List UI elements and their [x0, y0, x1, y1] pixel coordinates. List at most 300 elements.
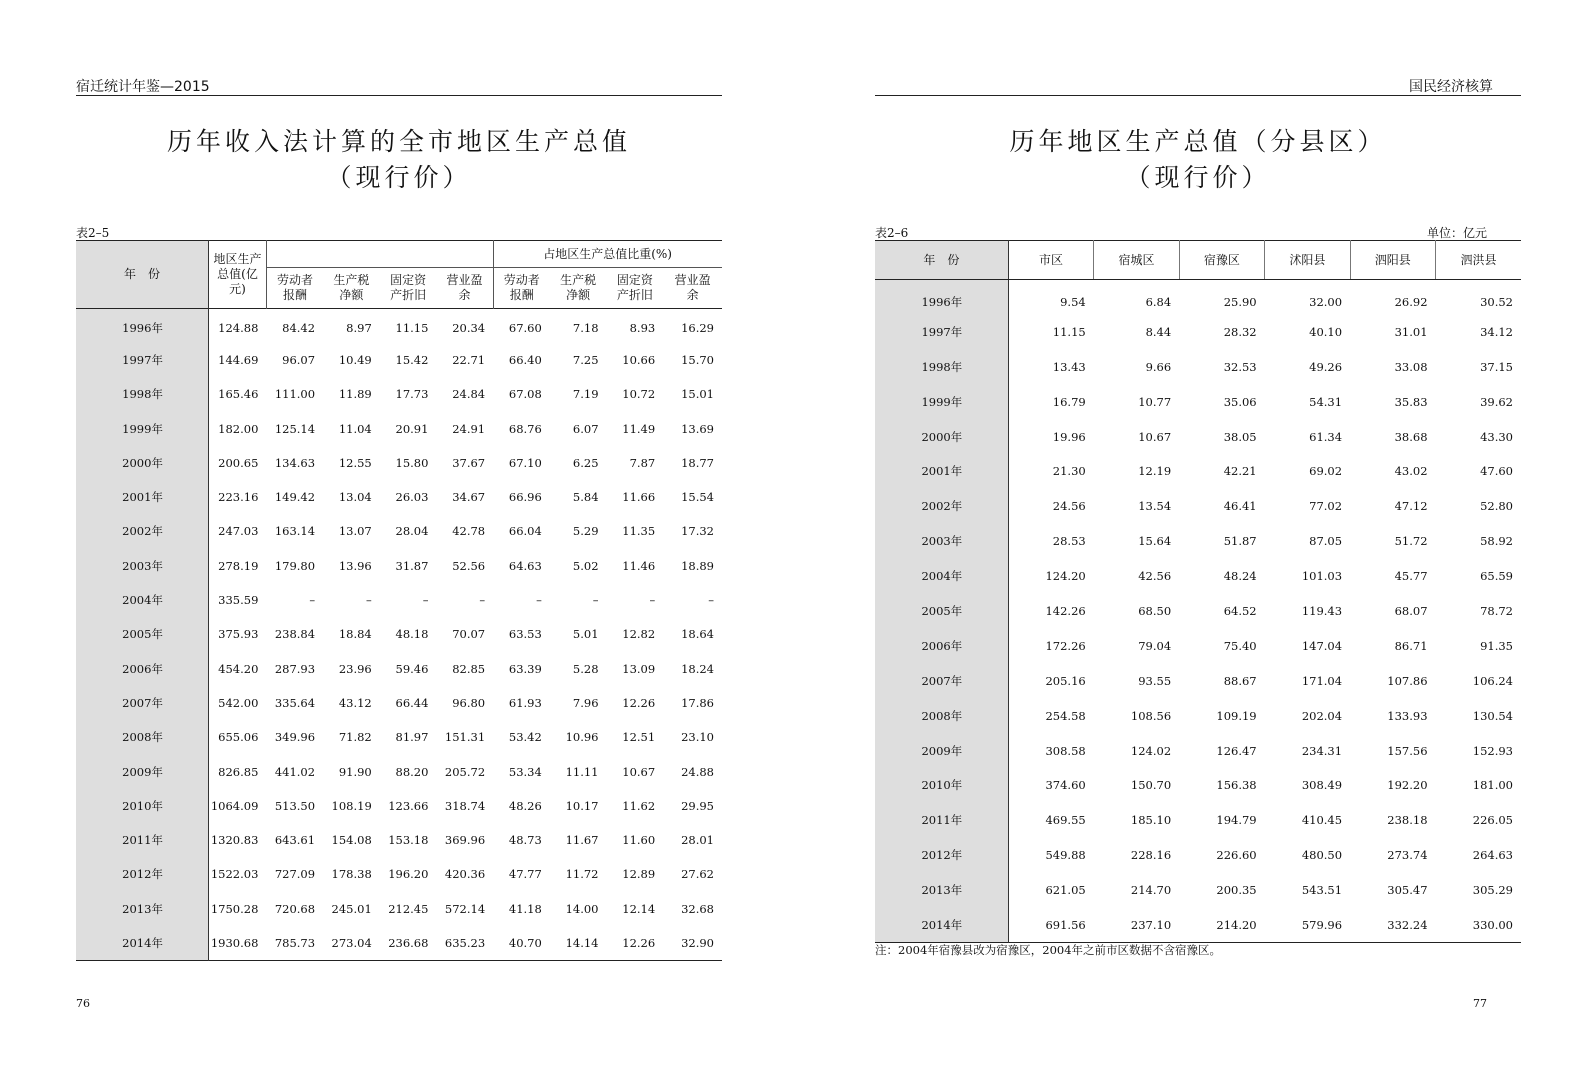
value-cell: 13.07 — [338, 524, 372, 539]
value-cell: 305.47 — [1387, 883, 1428, 898]
value-cell: 109.19 — [1216, 708, 1257, 723]
left-page — [0, 0, 793, 1077]
value-cell: 11.72 — [565, 867, 599, 882]
year-cell: 2007年 — [76, 686, 209, 720]
value-cell: 111.00 — [274, 387, 316, 402]
value-cell: 11.15 — [395, 321, 429, 336]
value-cell: 273.04 — [331, 935, 372, 950]
table-row — [76, 857, 722, 891]
value-cell: 147.04 — [1301, 638, 1343, 653]
value-cell: 5.02 — [572, 558, 599, 573]
value-cell: 58.92 — [1480, 534, 1513, 549]
table-row — [76, 377, 722, 411]
table-row — [875, 698, 1521, 733]
value-cell: 5.28 — [572, 661, 599, 676]
value-cell: 32.53 — [1223, 359, 1257, 374]
table-row — [76, 651, 722, 685]
value-cell: 305.29 — [1472, 883, 1513, 898]
year-cell: 1996年 — [76, 309, 209, 343]
page-number: 77 — [1473, 997, 1487, 1010]
value-cell: 621.05 — [1045, 883, 1086, 898]
value-cell: 68.50 — [1138, 603, 1172, 618]
value-cell: 34.67 — [452, 490, 486, 505]
value-cell: 214.20 — [1216, 917, 1257, 932]
value-cell: 205.72 — [444, 764, 486, 779]
value-cell: 70.07 — [452, 627, 486, 642]
table-row — [76, 514, 722, 548]
value-cell: 369.96 — [444, 833, 486, 848]
value-cell: 54.31 — [1309, 394, 1343, 409]
value-cell: 64.52 — [1223, 603, 1257, 618]
value-cell: 150.70 — [1130, 778, 1172, 793]
year-cell: 2004年 — [875, 559, 1008, 594]
running-head: 宿迁统计年鉴—2015 — [76, 79, 210, 95]
column-header: 生产税净额 — [550, 268, 607, 309]
column-header: 固定资产折旧 — [607, 268, 664, 309]
value-cell: 454.20 — [218, 661, 259, 676]
value-cell: 153.18 — [388, 833, 429, 848]
value-cell: 542.00 — [218, 695, 259, 710]
value-cell: 149.42 — [274, 490, 316, 505]
title-line-2: （现行价） — [1125, 163, 1271, 192]
table-row — [875, 454, 1521, 489]
value-cell: 77.02 — [1309, 499, 1343, 514]
value-cell: 28.04 — [395, 524, 429, 539]
year-cell: 2005年 — [76, 617, 209, 651]
value-cell: 78.72 — [1480, 603, 1513, 618]
value-cell: 7.19 — [572, 387, 599, 402]
value-cell: 15.42 — [395, 352, 429, 367]
column-header: 宿城区 — [1094, 241, 1179, 280]
value-cell: 30.52 — [1480, 294, 1513, 309]
value-cell: 5.29 — [572, 524, 599, 539]
value-cell: 133.93 — [1387, 708, 1428, 723]
gdp-header: 地区生产总值(亿元) — [209, 241, 267, 309]
value-cell: 543.51 — [1301, 883, 1343, 898]
value-cell: 35.06 — [1223, 394, 1257, 409]
value-cell: 172.26 — [1045, 638, 1086, 653]
value-cell: 42.56 — [1138, 569, 1172, 584]
year-cell: 2007年 — [875, 663, 1008, 698]
value-cell: 11.67 — [565, 833, 599, 848]
value-cell: 23.10 — [681, 730, 714, 745]
value-cell: 245.01 — [331, 901, 372, 916]
value-cell: 9.54 — [1060, 294, 1086, 309]
table-row — [76, 480, 722, 514]
year-header: 年 份 — [76, 241, 209, 309]
value-cell: 163.14 — [274, 524, 316, 539]
table-row — [875, 524, 1521, 559]
table-number: 表2–5 — [76, 226, 110, 240]
value-cell: 5.84 — [572, 490, 599, 505]
table-row — [76, 686, 722, 720]
page-title — [875, 124, 1521, 196]
value-cell: 1522.03 — [210, 867, 259, 882]
value-cell: 254.58 — [1045, 708, 1086, 723]
value-cell: 12.51 — [622, 730, 656, 745]
value-cell: 69.02 — [1309, 464, 1343, 479]
value-cell: 212.45 — [388, 901, 429, 916]
value-cell: 12.19 — [1138, 464, 1172, 479]
value-cell: 61.93 — [508, 695, 542, 710]
running-head: 国民经济核算 — [1409, 79, 1493, 95]
value-cell: 10.66 — [622, 352, 656, 367]
table-row — [76, 926, 722, 960]
value-cell: 51.72 — [1394, 534, 1428, 549]
value-cell: 27.62 — [681, 867, 714, 882]
share-group-header: 占地区生产总值比重(%) — [493, 241, 722, 268]
value-cell: 10.77 — [1138, 394, 1172, 409]
value-cell: 144.69 — [218, 352, 259, 367]
table-row — [875, 908, 1521, 943]
value-cell: 8.93 — [629, 321, 656, 336]
value-cell: 17.32 — [681, 524, 714, 539]
year-cell: 2013年 — [76, 892, 209, 926]
value-cell: 238.84 — [274, 627, 316, 642]
value-cell: 691.56 — [1045, 917, 1086, 932]
value-cell: 35.83 — [1394, 394, 1428, 409]
right-page — [793, 0, 1587, 1077]
value-cell: 171.04 — [1301, 673, 1343, 688]
value-cell: 91.90 — [338, 764, 372, 779]
value-cell: 126.47 — [1216, 743, 1257, 758]
value-cell: 13.54 — [1138, 499, 1172, 514]
value-cell: 16.79 — [1052, 394, 1086, 409]
value-cell: 10.67 — [622, 764, 656, 779]
year-cell: 2011年 — [76, 823, 209, 857]
column-header: 劳动者报酬 — [493, 268, 550, 309]
value-cell: 12.82 — [622, 627, 656, 642]
value-cell: 196.20 — [388, 867, 429, 882]
value-cell: 441.02 — [274, 764, 316, 779]
value-cell: 107.86 — [1387, 673, 1428, 688]
value-cell: 349.96 — [274, 730, 316, 745]
value-cell: 635.23 — [444, 935, 486, 950]
column-header: 固定资产折旧 — [380, 268, 437, 309]
value-cell: 49.26 — [1309, 359, 1343, 374]
value-cell: – — [479, 593, 486, 608]
value-cell: – — [309, 593, 316, 608]
value-cell: 18.64 — [681, 627, 714, 642]
value-cell: 200.35 — [1216, 883, 1257, 898]
value-cell: 151.31 — [444, 730, 486, 745]
year-cell: 2009年 — [875, 733, 1008, 768]
value-cell: 21.30 — [1052, 464, 1086, 479]
value-cell: 194.79 — [1216, 813, 1257, 828]
value-cell: 202.04 — [1301, 708, 1343, 723]
value-cell: 1320.83 — [210, 833, 259, 848]
year-cell: 2014年 — [875, 908, 1008, 943]
header-spacer — [266, 241, 493, 268]
value-cell: 124.20 — [1045, 569, 1086, 584]
value-cell: 66.96 — [508, 490, 542, 505]
value-cell: 16.29 — [681, 321, 714, 336]
year-cell: 1997年 — [875, 314, 1008, 349]
value-cell: 37.67 — [452, 455, 486, 470]
value-cell: 655.06 — [218, 730, 259, 745]
value-cell: 12.14 — [622, 901, 656, 916]
value-cell: 37.15 — [1480, 359, 1513, 374]
value-cell: 125.14 — [274, 421, 316, 436]
value-cell: 17.86 — [681, 695, 714, 710]
value-cell: 47.60 — [1480, 464, 1513, 479]
year-cell: 2010年 — [875, 768, 1008, 803]
value-cell: 53.34 — [508, 764, 542, 779]
value-cell: 65.59 — [1480, 569, 1513, 584]
value-cell: 106.24 — [1472, 673, 1513, 688]
table-row — [875, 559, 1521, 594]
value-cell: 14.00 — [565, 901, 599, 916]
value-cell: 264.63 — [1472, 848, 1513, 863]
value-cell: 6.25 — [572, 455, 599, 470]
value-cell: 61.34 — [1309, 429, 1343, 444]
value-cell: 11.89 — [338, 387, 372, 402]
value-cell: 40.70 — [508, 935, 542, 950]
gdp-income-table — [76, 240, 722, 961]
year-cell: 2012年 — [76, 857, 209, 891]
value-cell: 185.10 — [1130, 813, 1172, 828]
value-cell: 25.90 — [1223, 294, 1257, 309]
value-cell: 87.05 — [1309, 534, 1343, 549]
table-row — [76, 720, 722, 754]
column-header: 年 份 — [875, 241, 1008, 280]
year-cell: 2001年 — [76, 480, 209, 514]
table-row — [875, 594, 1521, 629]
value-cell: 46.41 — [1223, 499, 1257, 514]
year-cell: 2004年 — [76, 583, 209, 617]
value-cell: 24.91 — [452, 421, 486, 436]
table-row — [76, 789, 722, 823]
title-line-1: 历年收入法计算的全市地区生产总值 — [166, 127, 631, 156]
year-cell: 1999年 — [875, 384, 1008, 419]
value-cell: 31.01 — [1394, 324, 1428, 339]
value-cell: 178.38 — [331, 867, 372, 882]
year-cell: 2003年 — [875, 524, 1008, 559]
value-cell: 18.84 — [338, 627, 372, 642]
column-header: 市区 — [1008, 241, 1093, 280]
value-cell: 374.60 — [1045, 778, 1086, 793]
value-cell: 308.58 — [1045, 743, 1086, 758]
year-cell: 1998年 — [76, 377, 209, 411]
year-cell: 2008年 — [875, 698, 1008, 733]
value-cell: 130.54 — [1472, 708, 1513, 723]
value-cell: 278.19 — [218, 558, 259, 573]
value-cell: – — [536, 593, 542, 608]
header-rule — [76, 95, 722, 96]
value-cell: 11.15 — [1052, 324, 1086, 339]
year-cell: 2006年 — [875, 628, 1008, 663]
value-cell: 14.14 — [565, 935, 599, 950]
value-cell: 720.68 — [274, 901, 316, 916]
value-cell: 8.44 — [1145, 324, 1172, 339]
table-row — [875, 768, 1521, 803]
value-cell: 67.60 — [508, 321, 542, 336]
value-cell: 68.76 — [508, 421, 542, 436]
page-number: 76 — [76, 997, 90, 1010]
value-cell: 48.24 — [1223, 569, 1257, 584]
value-cell: 335.64 — [274, 695, 316, 710]
value-cell: 59.46 — [395, 661, 429, 676]
year-cell: 2003年 — [76, 549, 209, 583]
year-cell: 2008年 — [76, 720, 209, 754]
table-row — [875, 663, 1521, 698]
value-cell: 18.77 — [681, 455, 714, 470]
table-row — [875, 838, 1521, 873]
value-cell: 75.40 — [1223, 638, 1257, 653]
year-cell: 2012年 — [875, 838, 1008, 873]
value-cell: 15.01 — [681, 387, 714, 402]
value-cell: 13.43 — [1052, 359, 1086, 374]
column-header: 宿豫区 — [1179, 241, 1264, 280]
value-cell: 214.70 — [1130, 883, 1172, 898]
year-cell: 2010年 — [76, 789, 209, 823]
value-cell: – — [708, 593, 714, 608]
year-cell: 2005年 — [875, 594, 1008, 629]
value-cell: 13.69 — [681, 421, 714, 436]
value-cell: 10.67 — [1138, 429, 1172, 444]
page-title — [76, 124, 722, 196]
value-cell: 7.25 — [572, 352, 599, 367]
value-cell: 42.78 — [452, 524, 486, 539]
value-cell: 157.56 — [1387, 743, 1428, 758]
value-cell: 42.21 — [1223, 464, 1257, 479]
value-cell: 330.00 — [1472, 917, 1513, 932]
value-cell: 643.61 — [274, 833, 316, 848]
year-cell: 2011年 — [875, 803, 1008, 838]
value-cell: 13.96 — [338, 558, 372, 573]
value-cell: 68.07 — [1394, 603, 1428, 618]
value-cell: 52.56 — [452, 558, 486, 573]
value-cell: 82.85 — [452, 661, 486, 676]
header-rule — [875, 95, 1521, 96]
value-cell: 63.39 — [508, 661, 542, 676]
value-cell: 785.73 — [274, 935, 316, 950]
year-cell: 2013年 — [875, 873, 1008, 908]
value-cell: 17.73 — [395, 387, 429, 402]
value-cell: 410.45 — [1301, 813, 1343, 828]
value-cell: 20.91 — [395, 421, 429, 436]
table-row — [76, 892, 722, 926]
value-cell: 287.93 — [274, 661, 316, 676]
value-cell: 154.08 — [331, 833, 372, 848]
value-cell: 38.68 — [1394, 429, 1428, 444]
value-cell: 29.95 — [681, 798, 714, 813]
year-cell: 2000年 — [76, 446, 209, 480]
value-cell: 226.05 — [1472, 813, 1513, 828]
value-cell: 234.31 — [1301, 743, 1343, 758]
value-cell: 28.01 — [681, 833, 714, 848]
year-cell: 2000年 — [875, 419, 1008, 454]
value-cell: 7.96 — [572, 695, 599, 710]
table-number: 表2–6 — [875, 226, 909, 240]
year-cell: 2014年 — [76, 926, 209, 960]
value-cell: 48.73 — [508, 833, 542, 848]
value-cell: 47.12 — [1394, 499, 1428, 514]
value-cell: 7.87 — [629, 455, 656, 470]
table-row — [76, 617, 722, 651]
value-cell: 247.03 — [218, 524, 259, 539]
table-row — [875, 489, 1521, 524]
value-cell: 24.84 — [452, 387, 486, 402]
value-cell: 11.66 — [622, 490, 656, 505]
table-row — [875, 733, 1521, 768]
value-cell: 200.65 — [218, 455, 259, 470]
table-row — [76, 549, 722, 583]
unit-label: 单位：亿元 — [1426, 226, 1487, 240]
value-cell: 88.20 — [395, 764, 429, 779]
column-header: 营业盈余 — [663, 268, 722, 309]
value-cell: 47.77 — [508, 867, 542, 882]
value-cell: 134.63 — [274, 455, 316, 470]
year-cell: 2006年 — [76, 651, 209, 685]
value-cell: 86.71 — [1394, 638, 1428, 653]
value-cell: 308.49 — [1301, 778, 1343, 793]
value-cell: 79.04 — [1138, 638, 1172, 653]
table-row — [76, 446, 722, 480]
value-cell: 156.38 — [1216, 778, 1257, 793]
value-cell: 22.71 — [452, 352, 486, 367]
value-cell: 236.68 — [388, 935, 429, 950]
value-cell: 335.59 — [218, 593, 259, 608]
value-cell: 24.88 — [681, 764, 714, 779]
value-cell: 32.90 — [681, 935, 714, 950]
column-header: 生产税净额 — [323, 268, 380, 309]
value-cell: 40.10 — [1309, 324, 1343, 339]
value-cell: 513.50 — [274, 798, 316, 813]
value-cell: 10.72 — [622, 387, 656, 402]
value-cell: 179.80 — [274, 558, 316, 573]
year-cell: 2002年 — [875, 489, 1008, 524]
value-cell: 88.67 — [1223, 673, 1257, 688]
value-cell: 6.07 — [572, 421, 599, 436]
value-cell: 101.03 — [1301, 569, 1343, 584]
value-cell: 9.66 — [1145, 359, 1172, 374]
title-line-2: （现行价） — [326, 163, 472, 192]
value-cell: 43.02 — [1394, 464, 1428, 479]
value-cell: 66.44 — [395, 695, 429, 710]
value-cell: 96.07 — [282, 352, 316, 367]
value-cell: 1750.28 — [210, 901, 259, 916]
value-cell: 108.19 — [331, 798, 372, 813]
value-cell: 28.53 — [1052, 534, 1086, 549]
value-cell: 238.18 — [1387, 813, 1428, 828]
table-row — [875, 314, 1521, 349]
year-cell: 1997年 — [76, 343, 209, 377]
value-cell: 11.35 — [622, 524, 656, 539]
value-cell: 480.50 — [1301, 848, 1343, 863]
value-cell: 39.62 — [1480, 394, 1513, 409]
value-cell: – — [366, 593, 372, 608]
title-line-1: 历年地区生产总值（分县区） — [1009, 127, 1387, 156]
value-cell: 48.26 — [508, 798, 542, 813]
value-cell: 223.16 — [218, 490, 259, 505]
value-cell: 7.18 — [572, 321, 599, 336]
value-cell: 23.96 — [338, 661, 372, 676]
value-cell: 71.82 — [338, 730, 372, 745]
value-cell: 165.46 — [218, 387, 259, 402]
year-cell: 2009年 — [76, 754, 209, 788]
year-cell: 1999年 — [76, 411, 209, 445]
table-row — [875, 873, 1521, 908]
value-cell: 26.03 — [395, 490, 429, 505]
value-cell: 18.89 — [681, 558, 714, 573]
table-row — [875, 419, 1521, 454]
value-cell: 18.24 — [681, 661, 714, 676]
value-cell: 41.18 — [508, 901, 542, 916]
value-cell: 67.10 — [508, 455, 542, 470]
value-cell: 32.00 — [1309, 294, 1343, 309]
value-cell: 66.04 — [508, 524, 542, 539]
